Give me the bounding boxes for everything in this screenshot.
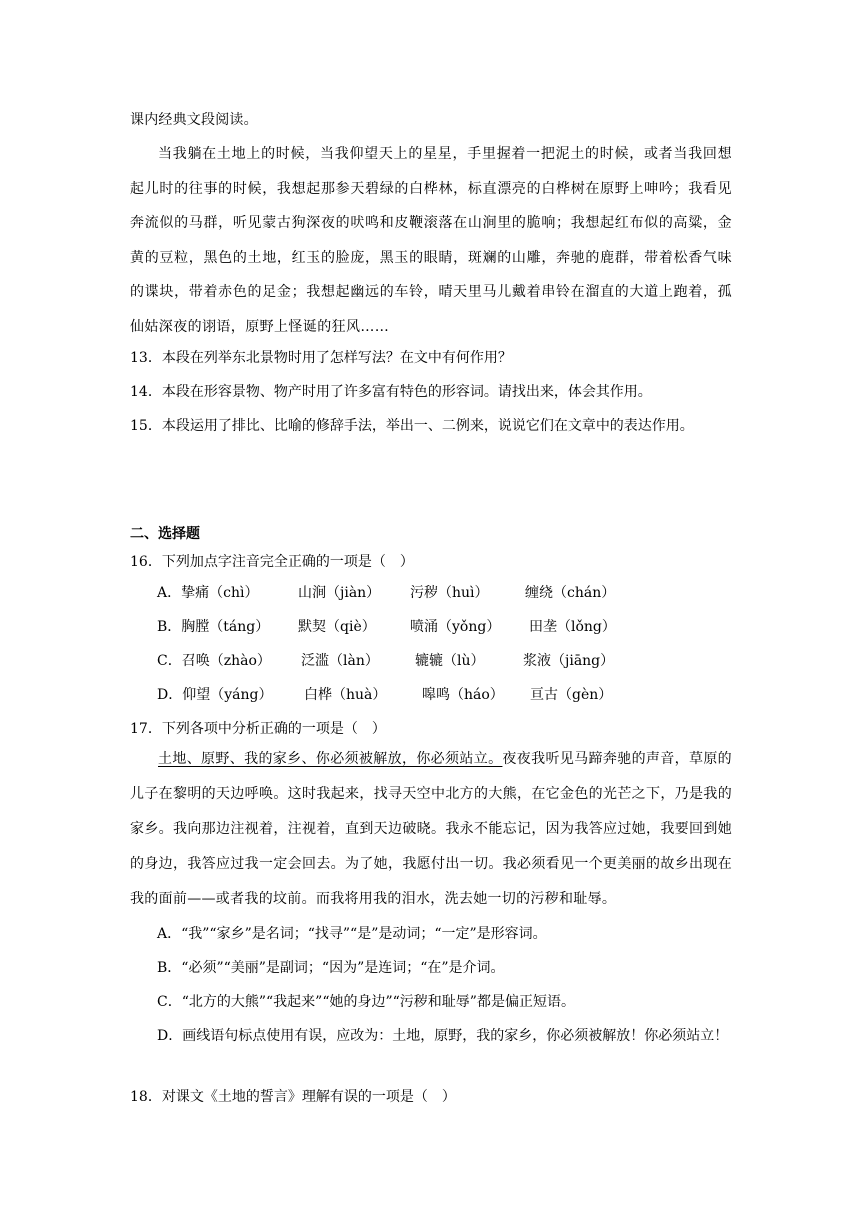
option-b-word-4: 田垄（lǒng）	[529, 619, 616, 635]
option-c-word-3: 辘辘（lù）	[415, 653, 485, 669]
option-c-word-2: 泛滥（làn）	[301, 653, 379, 669]
reading-passage: 当我躺在土地上的时候，当我仰望天上的星星，手里握着一把泥土的时候，或者当我回想起儿时的往事的时候，我想起那参天碧绿的白桦林，标直漂亮的白桦树在原野上呻吟；我看见奔流似的马群，听见蒙古狗深夜的吠鸣和皮鞭滚落在山涧里的脆响；我想起红布似的高粱，金黄的豆粒，黑色的土地，红玉的脸庞，黑玉的眼睛，斑斓的山雕，奔驰的鹿群，带着松香气味的谍块，带着赤色的足金；我想起幽远的车铃，晴天里马儿戴着串铃在溜直的大道上跑着，孤仙姑深夜的诩语，原野上怪诞的狂风……	[130, 146, 732, 335]
question-18-stem: 18．对课文《土地的誓言》理解有误的一项是（ ）	[130, 1089, 456, 1105]
passage-continuation: 夜夜我听见马蹄奔驰的声音，草原的儿子在黎明的天边呼唤。这时我起来，找寻天空中北方的大熊，在它金色的光芒之下，乃是我的家乡。我向那边注视着，注视着，直到天边破晓。我永不能忘记，因为我答应过她，我要回到她的身边，我答应过我一定会回去。为了她，我愿付出一切。我必须看见一个更美丽的故乡出现在我的面前——或者我的坟前。而我将用我的泪水，洗去她一切的污秽和耻辱。	[130, 751, 732, 907]
section-heading-choice: 二、选择题	[130, 526, 200, 542]
option-a-word-4: 缠绕（chán）	[525, 585, 616, 601]
question-15: 15．本段运用了排比、比喻的修辞手法，举出一、二例来，说说它们在文章中的表达作用。	[130, 418, 694, 434]
underlined-sentence: 土地、原野、我的家乡、你必须被解放，你必须站立。	[158, 751, 503, 767]
option-b-word-1: B．胸膛（táng）	[157, 619, 270, 635]
question-17-stem: 17．下列各项中分析正确的一项是（ ）	[130, 721, 386, 737]
question-17-option-d[interactable]: D．画线语句标点使用有误，应改为：土地，原野，我的家乡，你必须被解放！你必须站立！	[157, 1028, 729, 1044]
option-d-word-3: 嗥鸣（háo）	[422, 687, 504, 703]
option-d-word-4: 亘古（gèn）	[530, 687, 613, 703]
option-d-word-1: D．仰望（yáng）	[157, 687, 273, 703]
option-a-word-3: 污秽（huì）	[410, 585, 489, 601]
option-b-word-2: 默契（qiè）	[298, 619, 376, 635]
question-17-option-c[interactable]: C．“北方的大熊”“我起来”“她的身边”“污秽和耻辱”都是偏正短语。	[157, 994, 575, 1010]
question-17-option-b[interactable]: B．“必须”“美丽”是副词；“因为”是连词；“在”是介词。	[157, 960, 505, 976]
option-c-word-1: C．召唤（zhào）	[157, 653, 271, 669]
option-d-word-2: 白桦（huà）	[304, 687, 387, 703]
option-a-word-1: A．挚痛（chì）	[157, 585, 259, 601]
intro-text: 课内经典文段阅读。	[130, 112, 258, 128]
question-17-passage	[130, 742, 732, 917]
question-17-option-a[interactable]: A．“我”“家乡”是名词；“找寻”“是”是动词；“一定”是形容词。	[157, 926, 547, 942]
option-b-word-3: 喷涌（yǒng）	[410, 619, 501, 635]
option-c-word-4: 浆液（jiāng）	[523, 653, 615, 669]
question-14: 14．本段在形容景物、物产时用了许多富有特色的形容词。请找出来，体会其作用。	[130, 384, 652, 400]
question-13: 13．本段在列举东北景物时用了怎样写法？在文中有何作用？	[130, 350, 512, 366]
question-16-stem: 16．下列加点字注音完全正确的一项是（ ）	[130, 554, 414, 570]
option-a-word-2: 山涧（jiàn）	[298, 585, 381, 601]
